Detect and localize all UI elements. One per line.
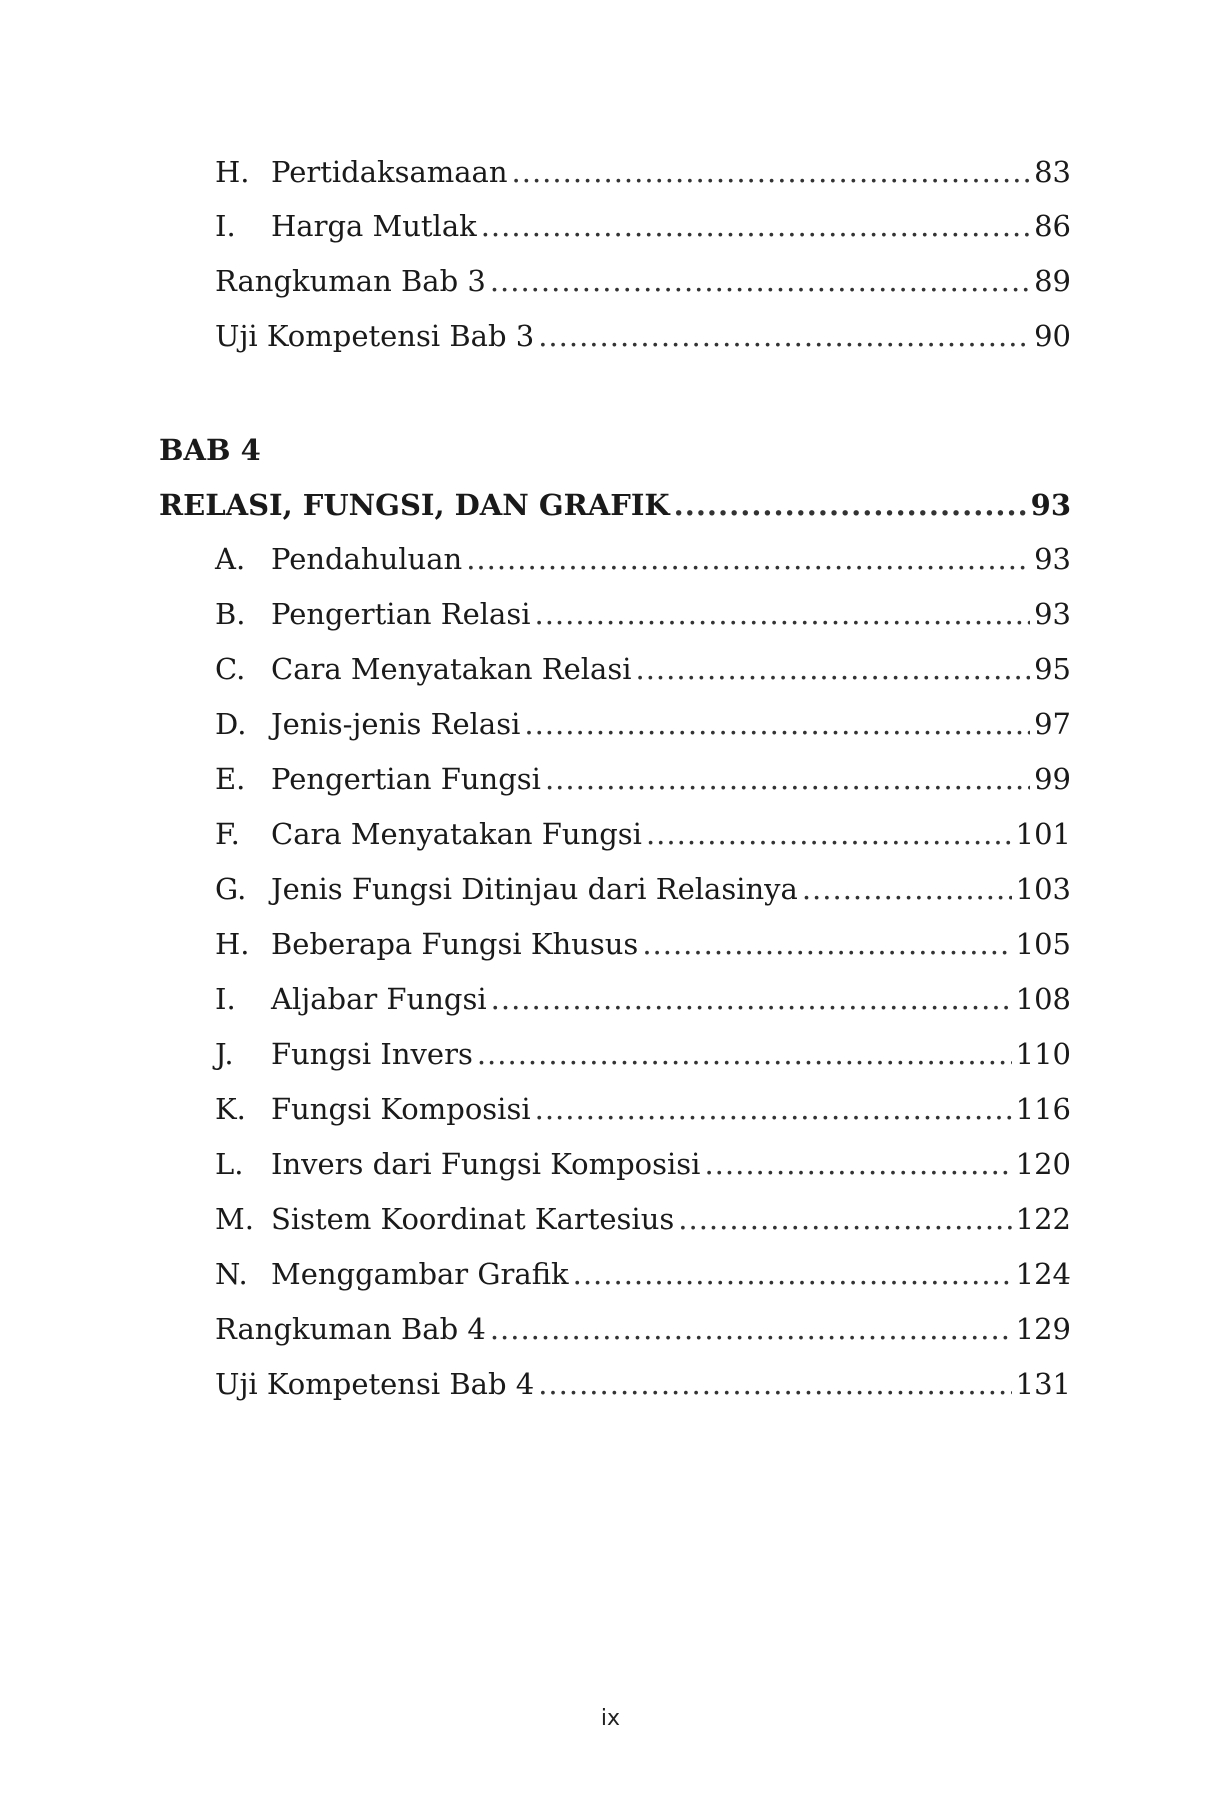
dot-leader xyxy=(674,487,1027,523)
toc-entry-letter: I. xyxy=(215,209,236,243)
toc-entry-bab3-h[interactable] xyxy=(215,154,1071,190)
chapter-title: RELASI, FUNGSI, DAN GRAFIK xyxy=(159,488,670,522)
toc-entry-letter: N. xyxy=(215,1257,248,1291)
toc-entry-k[interactable] xyxy=(215,1091,1071,1127)
toc-entry-page: 101 xyxy=(1015,817,1071,851)
toc-entry-title: Pengertian Relasi xyxy=(271,597,531,631)
toc-entry-page: 110 xyxy=(1015,1037,1071,1071)
toc-entry-l[interactable] xyxy=(215,1146,1071,1182)
toc-entry-title: Cara Menyatakan Relasi xyxy=(271,652,632,686)
dot-leader xyxy=(646,816,1012,852)
toc-entry-title: Pengertian Fungsi xyxy=(271,762,541,796)
toc-entry-page: 108 xyxy=(1015,982,1071,1016)
toc-entry-letter: F. xyxy=(215,817,240,851)
dot-leader xyxy=(802,871,1012,907)
toc-entry-bab3-i[interactable] xyxy=(215,208,1071,244)
toc-entry-letter: G. xyxy=(215,872,247,906)
toc-entry-title: Fungsi Invers xyxy=(271,1037,473,1071)
dot-leader xyxy=(512,154,1031,190)
dot-leader xyxy=(481,208,1030,244)
toc-entry-letter: C. xyxy=(215,652,246,686)
dot-leader xyxy=(545,761,1030,797)
toc-entry-m[interactable] xyxy=(215,1201,1071,1237)
toc-entry-i[interactable] xyxy=(215,981,1071,1017)
toc-entry-b[interactable] xyxy=(215,596,1071,632)
toc-entry-uji-bab4[interactable] xyxy=(215,1366,1071,1402)
toc-entry-letter: H. xyxy=(215,927,250,961)
toc-entry-letter: H. xyxy=(215,155,250,189)
toc-entry-title: Menggambar Grafik xyxy=(271,1257,569,1291)
toc-entry-title: Uji Kompetensi Bab 4 xyxy=(215,1367,535,1401)
toc-entry-page: 105 xyxy=(1015,927,1071,961)
toc-entry-a[interactable] xyxy=(215,541,1071,577)
toc-entry-page: 103 xyxy=(1015,872,1071,906)
toc-entry-page: 120 xyxy=(1015,1147,1071,1181)
toc-entry-page: 124 xyxy=(1015,1257,1071,1291)
dot-leader xyxy=(642,926,1011,962)
toc-entry-letter: K. xyxy=(215,1092,246,1126)
toc-entry-n[interactable] xyxy=(215,1256,1071,1292)
dot-leader xyxy=(635,651,1030,687)
toc-entry-page: 93 xyxy=(1034,597,1071,631)
dot-leader xyxy=(678,1201,1011,1237)
toc-entry-rangkuman-bab4[interactable] xyxy=(215,1311,1071,1347)
toc-entry-uji-bab3[interactable] xyxy=(215,318,1071,354)
toc-entry-letter: J. xyxy=(215,1037,234,1071)
toc-entry-d[interactable] xyxy=(215,706,1071,742)
toc-entry-title: Pertidaksamaan xyxy=(271,155,508,189)
toc-entry-title: Harga Mutlak xyxy=(271,209,477,243)
toc-entry-page: 95 xyxy=(1034,652,1071,686)
toc-entry-page: 131 xyxy=(1015,1367,1071,1401)
dot-leader xyxy=(490,263,1030,299)
toc-entry-title: Cara Menyatakan Fungsi xyxy=(271,817,642,851)
toc-entry-title: Jenis Fungsi Ditinjau dari Relasinya xyxy=(271,872,798,906)
toc-entry-page: 93 xyxy=(1034,542,1071,576)
toc-entry-letter: L. xyxy=(215,1147,244,1181)
dot-leader xyxy=(704,1146,1011,1182)
dot-leader xyxy=(573,1256,1012,1292)
toc-entry-title: Invers dari Fungsi Komposisi xyxy=(271,1147,701,1181)
toc-entry-page: 86 xyxy=(1034,209,1071,243)
toc-entry-title: Rangkuman Bab 3 xyxy=(215,264,486,298)
toc-entry-page: 89 xyxy=(1034,264,1071,298)
toc-chapter-bab4[interactable] xyxy=(159,487,1071,523)
dot-leader xyxy=(534,596,1030,632)
dot-leader xyxy=(535,1091,1012,1127)
toc-entry-title: Fungsi Komposisi xyxy=(271,1092,531,1126)
toc-entry-title: Sistem Koordinat Kartesius xyxy=(271,1202,675,1236)
dot-leader xyxy=(538,318,1030,354)
dot-leader xyxy=(524,706,1030,742)
toc-entry-letter: D. xyxy=(215,707,247,741)
toc-entry-rangkuman-bab3[interactable] xyxy=(215,263,1071,299)
dot-leader xyxy=(466,541,1030,577)
toc-entry-letter: B. xyxy=(215,597,246,631)
toc-entry-page: 122 xyxy=(1015,1202,1071,1236)
chapter-page: 93 xyxy=(1030,488,1071,522)
toc-entry-e[interactable] xyxy=(215,761,1071,797)
toc-entry-title: Jenis-jenis Relasi xyxy=(271,707,521,741)
toc-entry-title: Aljabar Fungsi xyxy=(271,982,487,1016)
toc-entry-title: Pendahuluan xyxy=(271,542,463,576)
toc-entry-title: Uji Kompetensi Bab 3 xyxy=(215,319,535,353)
toc-entry-title: Beberapa Fungsi Khusus xyxy=(271,927,639,961)
dot-leader xyxy=(477,1036,1012,1072)
toc-entry-h[interactable] xyxy=(215,926,1071,962)
toc-entry-page: 116 xyxy=(1015,1092,1071,1126)
toc-entry-c[interactable] xyxy=(215,651,1071,687)
toc-entry-page: 129 xyxy=(1015,1312,1071,1346)
chapter-label: BAB 4 xyxy=(159,433,261,467)
toc-entry-page: 99 xyxy=(1034,762,1071,796)
toc-entry-page: 83 xyxy=(1034,155,1071,189)
toc-entry-letter: E. xyxy=(215,762,246,796)
page-number: ix xyxy=(600,1706,621,1731)
dot-leader xyxy=(538,1366,1011,1402)
toc-entry-j[interactable] xyxy=(215,1036,1071,1072)
toc-entry-f[interactable] xyxy=(215,816,1071,852)
toc-entry-page: 90 xyxy=(1034,319,1071,353)
toc-entry-letter: I. xyxy=(215,982,236,1016)
toc-entry-letter: M. xyxy=(215,1202,254,1236)
dot-leader xyxy=(491,981,1012,1017)
toc-entry-letter: A. xyxy=(215,542,246,576)
toc-entry-page: 97 xyxy=(1034,707,1071,741)
toc-entry-g[interactable] xyxy=(215,871,1071,907)
dot-leader xyxy=(490,1311,1012,1347)
toc-entry-title: Rangkuman Bab 4 xyxy=(215,1312,486,1346)
